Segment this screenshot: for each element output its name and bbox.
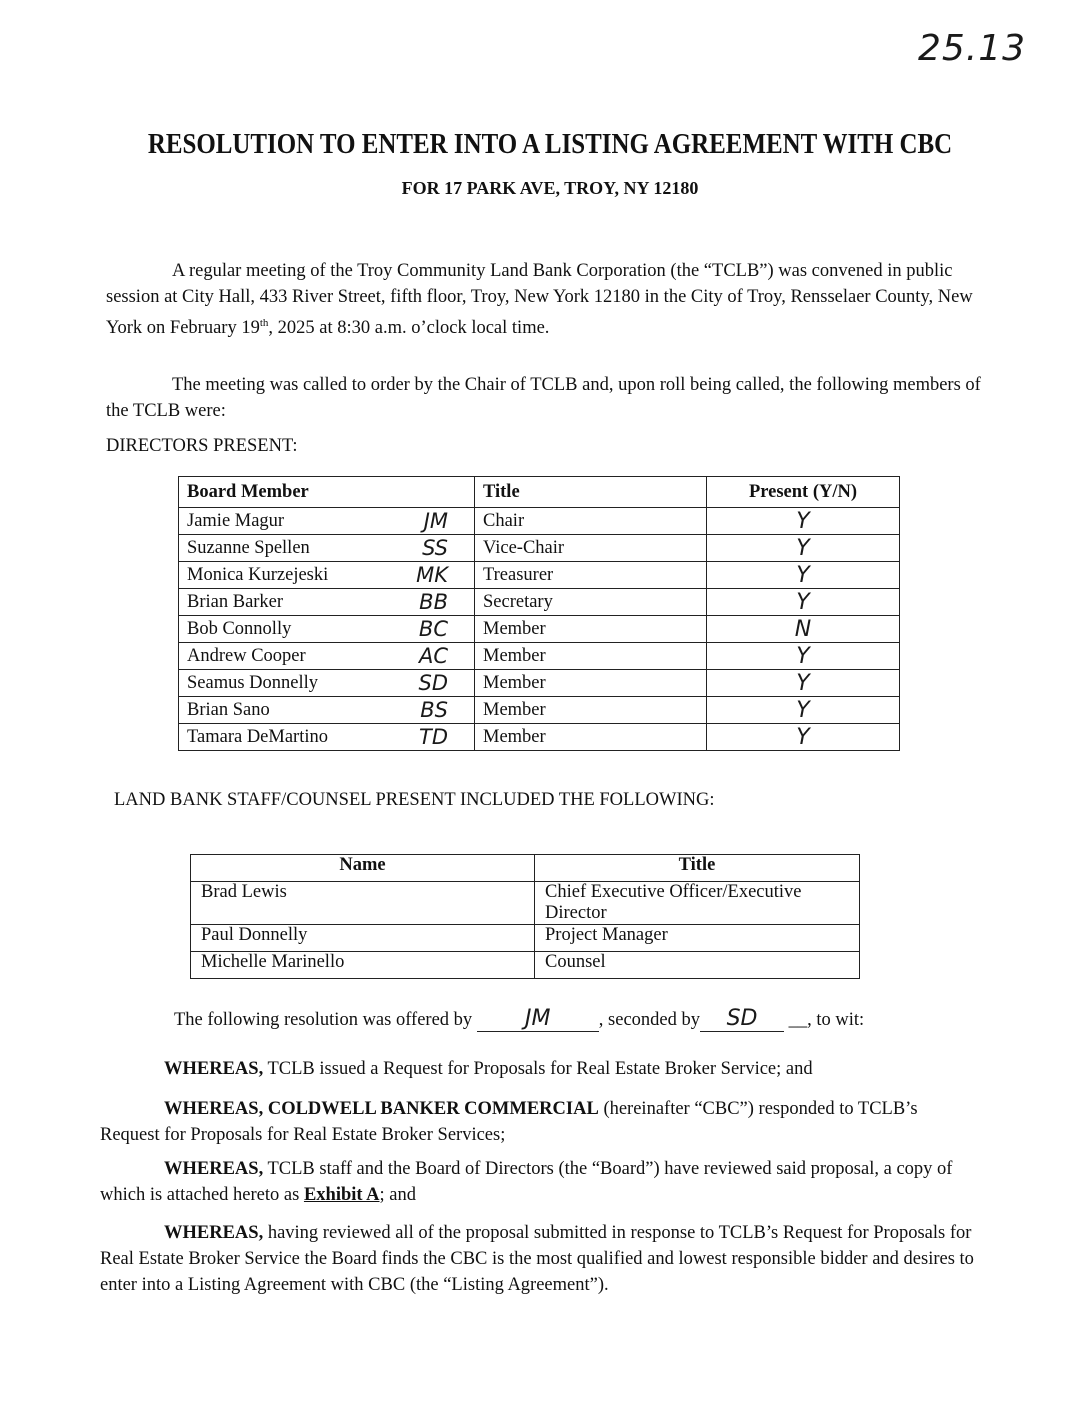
staff-row [191,952,860,979]
present-mark: Y [796,508,810,534]
director-initials: TD [419,725,448,749]
header-present: Present (Y/N) [707,477,900,508]
director-title: Vice-Chair [475,535,707,562]
staff-name: Paul Donnelly [191,925,535,952]
director-title: Chair [475,508,707,535]
director-initials: BS [420,698,448,722]
director-present-cell [707,670,900,697]
director-row [179,589,900,616]
director-cell [179,535,475,562]
present-mark: Y [796,589,810,615]
director-cell [179,643,475,670]
director-initials: AC [418,644,448,668]
order-paragraph: The meeting was called to order by the Chair of TCLB and, upon roll being called, the following members of the TCLB were: [106,375,981,421]
director-title: Member [475,670,707,697]
staff-header-row [191,855,860,882]
director-present-cell [707,562,900,589]
present-mark: Y [796,643,810,669]
director-row [179,643,900,670]
director-cell [179,589,475,616]
seconded-by-blank [700,1006,784,1032]
director-title: Member [475,616,707,643]
director-cell [179,616,475,643]
director-row [179,697,900,724]
director-initials: SS [422,536,448,560]
staff-label: LAND BANK STAFF/COUNSEL PRESENT INCLUDED THE FOLLOWING: [114,790,715,810]
director-name: Brian Sano [187,699,270,720]
director-initials: MK [416,563,448,587]
document-subtitle: FOR 17 PARK AVE, TROY, NY 12180 [401,178,699,198]
director-name: Seamus Donnelly [187,672,319,693]
staff-row [191,882,860,925]
director-name: Suzanne Spellen [187,537,310,558]
director-title: Member [475,697,707,724]
whereas-clause-1: WHEREAS, TCLB issued a Request for Proposals for Real Estate Broker Service; and [164,1059,813,1079]
document-title: RESOLUTION TO ENTER INTO A LISTING AGREEMENT WITH CBC [147,128,953,160]
director-cell [179,670,475,697]
seconded-by-initials: SD [726,1006,758,1031]
director-initials: JM [423,509,448,533]
director-present-cell [707,697,900,724]
director-initials: SD [418,671,448,695]
header-name: Name [191,855,535,882]
directors-header-row [179,477,900,508]
offered-by-initials: JM [525,1006,551,1031]
director-title: Secretary [475,589,707,616]
director-present-cell [707,535,900,562]
staff-table [190,854,860,979]
director-present-cell [707,643,900,670]
header-staff-title: Title [535,855,860,882]
director-title: Member [475,643,707,670]
offered-by-blank [477,1006,599,1032]
exhibit-a-reference: Exhibit A [303,1185,380,1205]
director-name: Jamie Magur [187,510,285,531]
offer-line: The following resolution was offered by JM , seconded by SD __, to wit: [174,1006,865,1031]
director-name: Bob Connolly [187,618,292,639]
director-row [179,535,900,562]
director-present-cell [707,616,900,643]
director-row [179,562,900,589]
director-name: Tamara DeMartino [187,726,328,747]
present-mark: Y [796,535,810,561]
director-cell [179,724,475,751]
director-name: Andrew Cooper [187,645,306,666]
meeting-paragraph: A regular meeting of the Troy Community Land Bank Corporation (the “TCLB”) was convened in public session at City Hall, 433 River Street, fifth floor, Troy, New York 12180 in the City of Troy, Rensselaer County, New York on February 19th, 2025 at 8:30 a.m. o’clock local time. [106,261,973,339]
directors-label: DIRECTORS PRESENT: [106,436,298,456]
director-title: Treasurer [475,562,707,589]
director-initials: BC [418,617,448,641]
directors-table [178,476,900,751]
present-mark: Y [796,724,810,750]
present-mark: Y [796,562,810,588]
staff-name: Brad Lewis [191,882,535,925]
director-title: Member [475,724,707,751]
page-number: 25.13 [918,28,1027,69]
director-name: Brian Barker [187,591,284,612]
present-mark: N [794,616,812,642]
staff-title: Counsel [535,952,860,979]
director-present-cell [707,724,900,751]
director-initials: BB [419,590,448,614]
director-cell [179,562,475,589]
director-name: Monica Kurzejeski [187,564,329,585]
header-title: Title [475,477,707,508]
director-present-cell [707,589,900,616]
header-board-member: Board Member [179,477,475,508]
director-row [179,616,900,643]
staff-title: Chief Executive Officer/Executive Director [535,882,860,925]
whereas-clause-4: WHEREAS, having reviewed all of the proposal submitted in response to TCLB’s Request for Proposals for Real Estate Broker Service the Board finds the CBC is the most qualified and lowest responsible bidder and desires to enter into a Listing Agreement with CBC (the “Listing Agreement”). [100,1223,974,1295]
director-row [179,508,900,535]
staff-row [191,925,860,952]
director-cell [179,508,475,535]
staff-title: Project Manager [535,925,860,952]
director-present-cell [707,508,900,535]
director-row [179,670,900,697]
present-mark: Y [796,670,810,696]
whereas-clause-2: WHEREAS, COLDWELL BANKER COMMERCIAL (hereinafter “CBC”) responded to TCLB’s Request for Proposals for Real Estate Broker Services; [100,1099,918,1145]
whereas-clause-3: WHEREAS, TCLB staff and the Board of Directors (the “Board”) have reviewed said proposal, a copy of which is attached hereto as Exhibit A; and [100,1159,953,1205]
director-cell [179,697,475,724]
director-row [179,724,900,751]
present-mark: Y [796,697,810,723]
staff-name: Michelle Marinello [191,952,535,979]
